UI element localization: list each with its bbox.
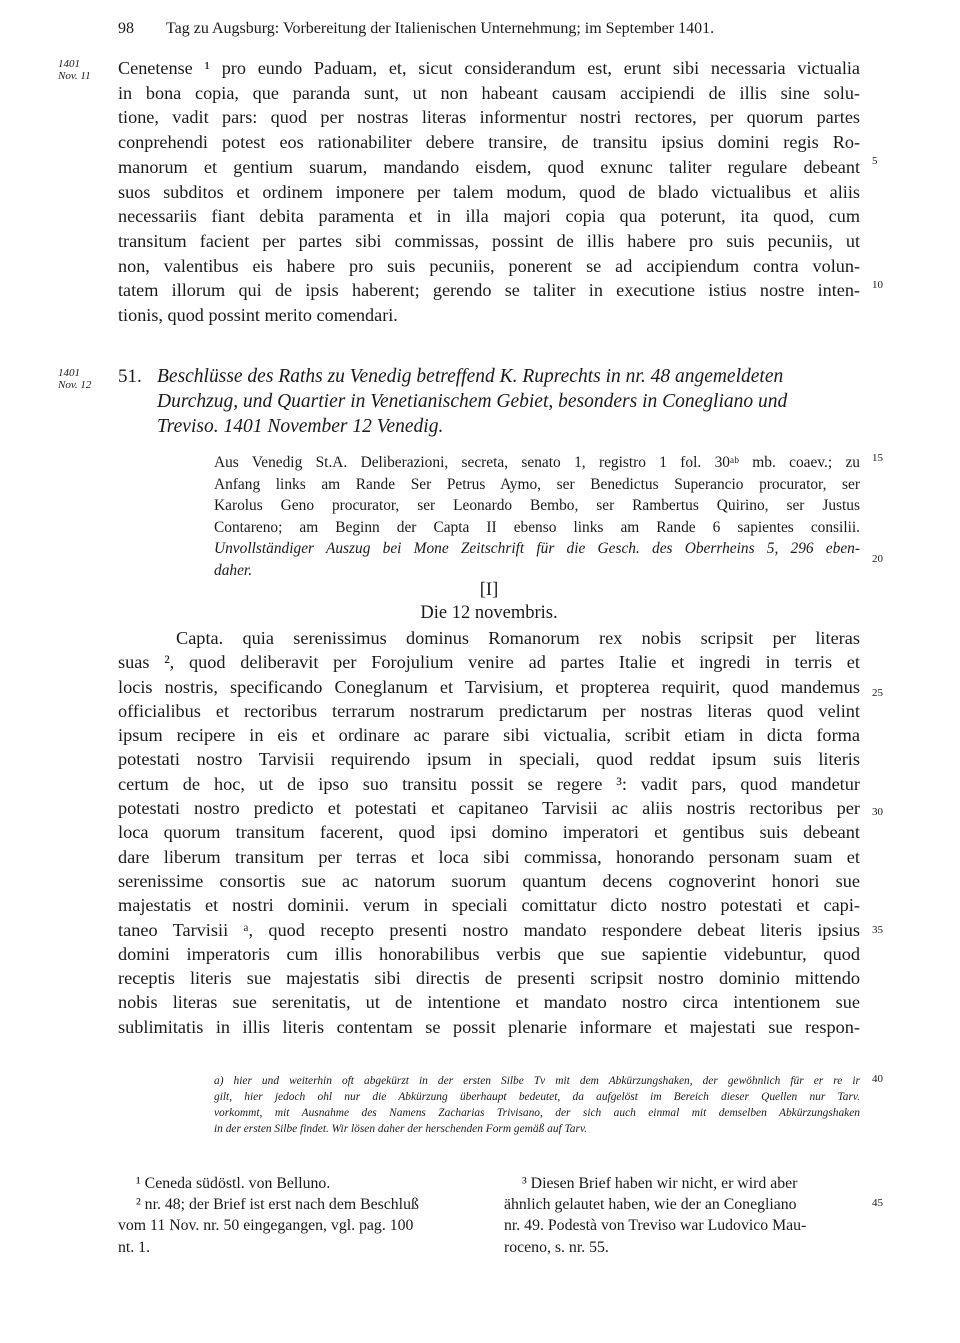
line-number: 5 bbox=[872, 155, 878, 167]
text-line: manorum et gentium suarum, mandando eisdem, quod exnunc taliter regulare debeant bbox=[118, 156, 860, 177]
footnote-line: ² nr. 48; der Brief ist erst nach dem Beschluß bbox=[136, 1196, 419, 1214]
source-line: daher. bbox=[214, 561, 253, 579]
apparatus-line: gilt, hier jedoch ohl nur die Abkürzung überhaupt bedeutet, da aufgelöst im Bereich dieser Quellen nur Tarv. bbox=[214, 1091, 860, 1103]
line-number: 40 bbox=[872, 1073, 883, 1085]
line-number: 30 bbox=[872, 806, 883, 818]
text-line: nobis literas sue serenitatis, ut de intentione et mandato nostro circa intentionem sue bbox=[118, 992, 860, 1013]
footnote-line: ¹ Ceneda südöstl. von Belluno. bbox=[136, 1175, 331, 1192]
text-line: sublimitatis in illis literis contentam se possit plenarie informare et majestati sue respon- bbox=[118, 1016, 860, 1037]
apparatus-line: a) hier und weiterhin oft abgekürzt in der ersten Silbe Tv mit dem Abkürzungshaken, der gewöhnlich für er re ir bbox=[214, 1075, 860, 1087]
footnotes-right-column bbox=[504, 1173, 862, 1258]
textual-apparatus-note bbox=[214, 1073, 860, 1137]
source-line: Unvollständiger Auszug bei Mone Zeitschrift für die Gesch. des Oberrheins 5, 296 eben- bbox=[214, 540, 860, 557]
source-line: Anfang links am Rande Ser Petrus Aymo, ser Benedictus Superancio procurator, ser bbox=[214, 475, 860, 493]
title-line: Durchzug, und Quartier in Venetianischem Gebiet, besonders in Conegliano und bbox=[157, 391, 788, 412]
running-title: Tag zu Augsburg: Vorbereitung der Italienischen Unternehmung; im September 1401. bbox=[166, 20, 715, 37]
title-line: Beschlüsse des Raths zu Venedig betreffend K. Ruprechts in nr. 48 angemeldeten bbox=[157, 366, 784, 387]
margin-date-day: Nov. 12 bbox=[58, 379, 92, 391]
apparatus-line: in der ersten Silbe findet. Wir lösen daher der herschenden Form gemäß auf Tarv. bbox=[214, 1123, 587, 1135]
margin-date-1 bbox=[58, 58, 91, 82]
text-line: suas ², quod deliberavit per Forojulium venire ad partes Italie et ingredi in terris et bbox=[118, 652, 860, 673]
margin-date-day: Nov. 11 bbox=[58, 70, 91, 82]
text-line: dare liberum transitum per terras et loca sibi commissa, honorando personam suam et bbox=[118, 846, 860, 867]
text-line: potestati nostro predicto et potestati et capitaneo Tarvisii ac aliis nostris rectoribus per bbox=[118, 798, 860, 819]
source-line: Karolus Geno procurator, ser Leonardo Bembo, ser Rambertus Quirino, ser Justus bbox=[214, 497, 860, 514]
footnote-line: nr. 49. Podestà von Treviso war Ludovico Mau- bbox=[504, 1217, 807, 1235]
line-number: 20 bbox=[872, 553, 883, 565]
footnote-line: nt. 1. bbox=[118, 1238, 151, 1256]
line-number: 45 bbox=[872, 1197, 883, 1209]
text-line: necessariis fiant debita paramenta et in illa majori copia qua poterunt, ita quod, cum bbox=[118, 206, 860, 227]
text-line: tionis, quod possint merito comendari. bbox=[118, 305, 398, 326]
footnote-line: roceno, s. nr. 55. bbox=[504, 1238, 609, 1256]
text-line: locis nostris, specificando Coneglanum et Tarvisium, et propterea requirit, quod mandemus bbox=[118, 676, 860, 697]
text-line: ipsum recipere in eis et ordinare ac parare sibi victualia, scribit etiam in dicta forma bbox=[118, 725, 860, 746]
text-line: in bona copia, que paranda sunt, ut non habeant causam accipiendi de illis sine solu- bbox=[118, 82, 860, 103]
footnote-line: ³ Diesen Brief haben wir nicht, er wird aber bbox=[522, 1175, 798, 1192]
document-number: 51. bbox=[118, 366, 142, 387]
text-line: tione, vadit pars: quod per nostras literas informentur nostri rectores, per quorum partes bbox=[118, 107, 860, 128]
body-paragraph bbox=[118, 626, 860, 1039]
source-line: Aus Venedig St.A. Deliberazioni, secreta, senato 1, registro 1 fol. 30ᵃᵇ mb. coaev.; zu bbox=[214, 454, 860, 471]
text-line: majestatis et nostri dominii. verum in speciali comittatur dicto nostro potestati et capi- bbox=[118, 895, 860, 916]
running-header bbox=[118, 20, 860, 38]
page-number: 98 bbox=[118, 20, 134, 37]
line-number: 35 bbox=[872, 924, 883, 936]
text-line: transitum facient per partes sibi commissas, possint de illis habere pro suis pecuniis, ut bbox=[118, 230, 860, 251]
footnote-line: ähnlich gelautet haben, wie der an Conegliano bbox=[504, 1196, 797, 1214]
text-line: suos subditos et ordinem imponere per talem modum, quod de blado victualibus et aliis bbox=[118, 181, 860, 202]
section-date: Die 12 novembris. bbox=[420, 603, 558, 623]
footnote-line: vom 11 Nov. nr. 50 eingegangen, vgl. pag. 100 bbox=[118, 1217, 414, 1235]
footnotes-left-column bbox=[118, 1173, 463, 1258]
line-number: 15 bbox=[872, 452, 883, 464]
text-line: potestati nostro Tarvisii requirendo ipsum in speciali, quod reddat ipsum suis literis bbox=[118, 749, 860, 770]
text-line: taneo Tarvisii ᵃ, quod recepto presenti nostro mandato respondere debeat literis ipsius bbox=[118, 919, 860, 940]
text-line: officialibus et rectoribus terrarum nostrarum predictarum per nostras literas quod velint bbox=[118, 700, 860, 721]
intro-paragraph bbox=[118, 56, 860, 328]
text-line: Cenetense ¹ pro eundo Paduam, et, sicut considerandum est, erunt sibi necessaria victualia bbox=[118, 58, 860, 78]
title-line: Treviso. 1401 November 12 Venedig. bbox=[157, 416, 444, 437]
text-line: Capta. quia serenissimus dominus Romanorum rex nobis scripsit per literas bbox=[176, 628, 860, 648]
margin-date-2 bbox=[58, 367, 91, 391]
apparatus-line: vorkommt, mit Ausnahme des Namens Zacharias Trivisano, der sich auch einmal mit demselben Abkürzungshaken bbox=[214, 1107, 860, 1119]
text-line: tatem illorum qui de ipsis haberent; gerendo se taliter in executione istius nostre inten- bbox=[118, 280, 860, 301]
text-line: receptis literis sue majestatis sibi directis de presenti scripsit nostro dominio mittendo bbox=[118, 968, 860, 989]
text-line: conprehendi potest eos rationabiliter debere transire, de transitu ipsius domini regis Ro- bbox=[118, 132, 860, 153]
margin-date-year: 1401 bbox=[58, 367, 80, 379]
text-line: serenissime consortis sue ac natorum suorum quantum decens cognoverint honori sue bbox=[118, 870, 860, 891]
text-line: non, valentibus eis habere pro suis pecuniis, ponerent se ad accipiendum contra volun- bbox=[118, 255, 860, 276]
line-number: 10 bbox=[872, 279, 883, 291]
text-line: certum de hoc, ut de ipso suo transitu possit se regere ³: vadit pars, quod mandetur bbox=[118, 773, 860, 794]
text-line: domini imperatoris cum illis honorabilibus verbis que sue sapientie videbuntur, quod bbox=[118, 943, 860, 964]
source-line: Contareno; am Beginn der Capta II ebenso links am Rande 6 sapientes consilii. bbox=[214, 518, 860, 536]
source-note bbox=[214, 452, 860, 581]
margin-date-year: 1401 bbox=[58, 58, 80, 70]
section-marker: [I] bbox=[479, 580, 499, 600]
line-number: 25 bbox=[872, 687, 883, 699]
document-title bbox=[157, 364, 860, 439]
text-line: loca quorum transitum facerent, quod ipsi domino imperatori et gentibus suis debeant bbox=[118, 822, 860, 843]
